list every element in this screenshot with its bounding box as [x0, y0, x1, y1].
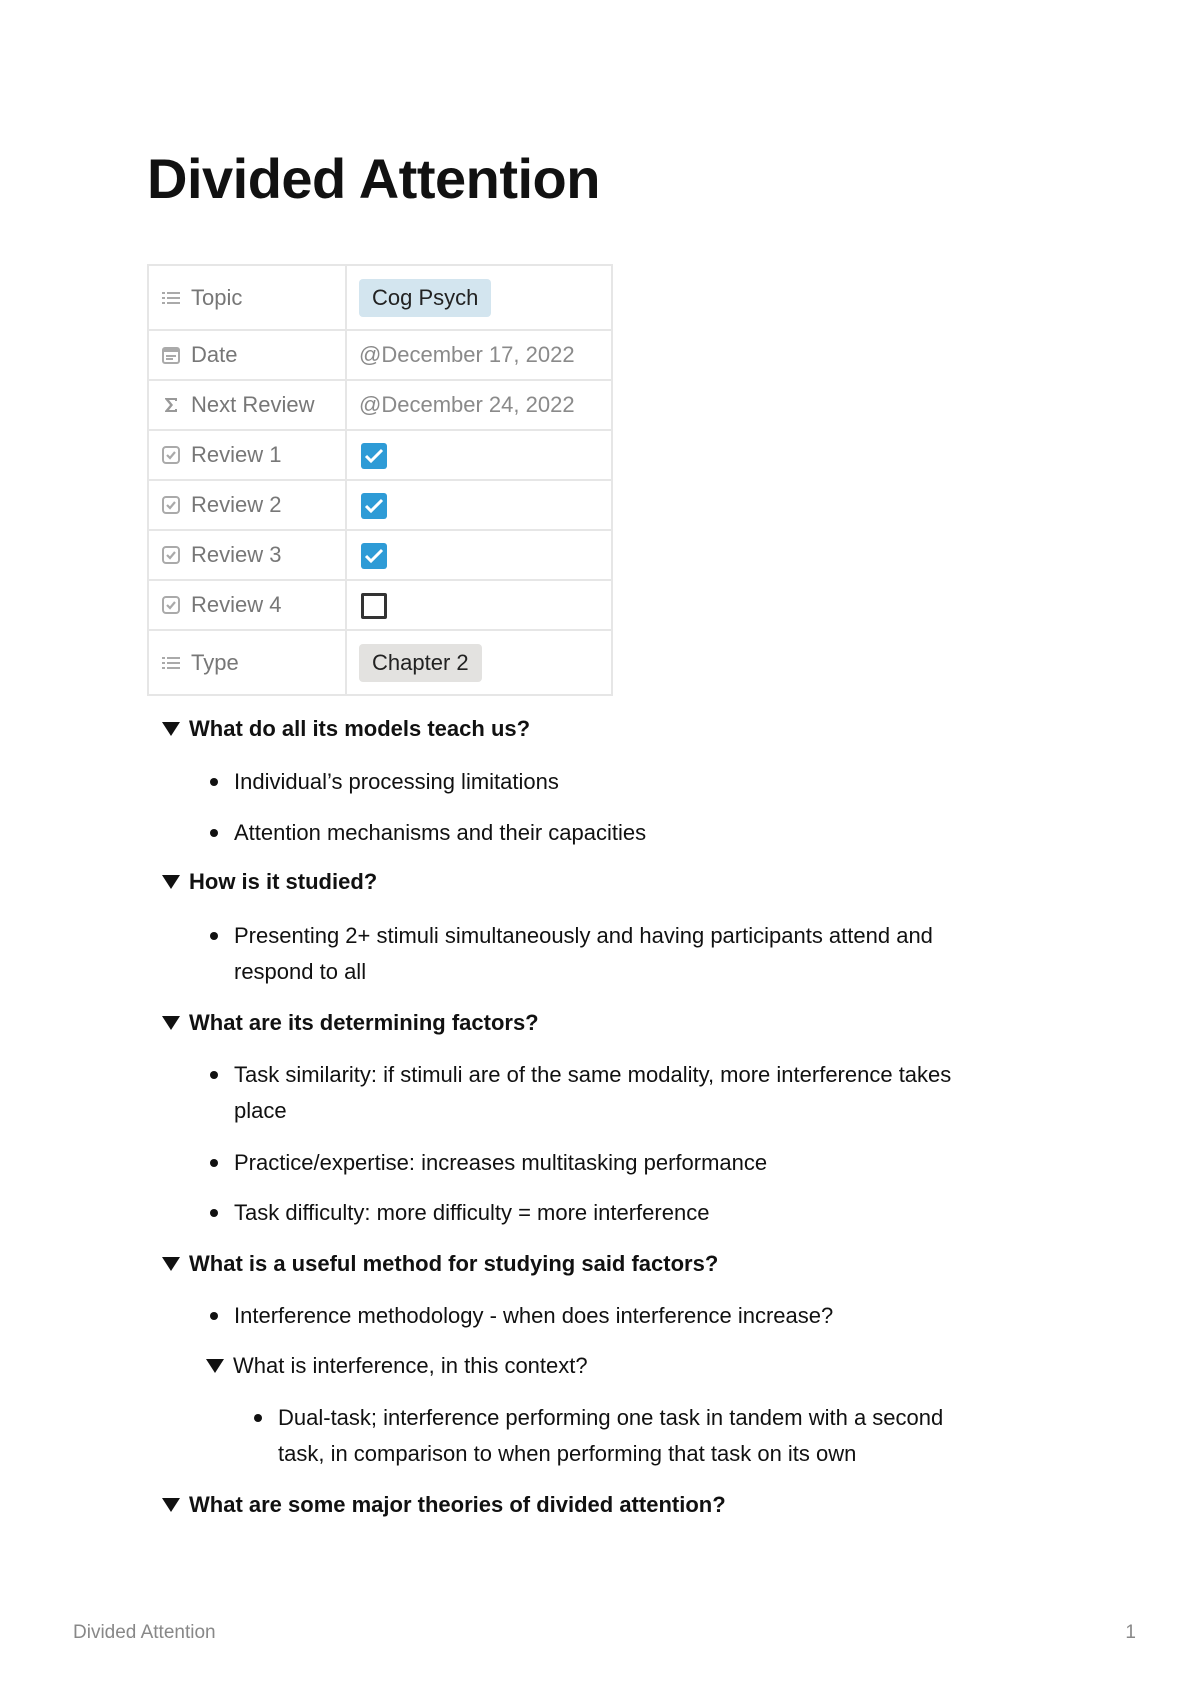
property-key-review-4 — [148, 580, 346, 630]
list-item-text: Attention mechanisms and their capacities — [234, 820, 647, 845]
bullet-dot-icon — [210, 1159, 218, 1167]
bullet-dot-icon — [210, 829, 218, 837]
checkbox-icon — [161, 445, 181, 465]
list-item-text-line: Presenting 2+ stimuli simultaneously and having participants attend and — [234, 923, 933, 948]
toggle-heading-text: What are some major theories of divided attention? — [189, 1492, 726, 1517]
property-key-date — [148, 330, 346, 380]
property-value-review-1[interactable] — [346, 430, 612, 480]
review-3-checkbox[interactable] — [361, 543, 387, 569]
review-2-checkbox[interactable] — [361, 493, 387, 519]
list-icon — [161, 288, 181, 308]
property-row-review-3 — [148, 530, 612, 580]
list-item-text-line: task, in comparison to when performing that task on its own — [278, 1441, 857, 1466]
property-row-type — [148, 630, 612, 695]
toggle-heading-text: What is a useful method for studying said factors? — [189, 1251, 719, 1276]
property-key-review-1 — [148, 430, 346, 480]
property-label: Review 1 — [191, 442, 282, 467]
calendar-icon — [161, 345, 181, 365]
list-item — [234, 815, 646, 851]
bullet-dot-icon — [210, 1312, 218, 1320]
review-1-checkbox[interactable] — [361, 443, 387, 469]
list-item — [234, 918, 933, 990]
list-item-text-line: Task similarity: if stimuli are of the same modality, more interference takes — [234, 1062, 952, 1087]
bullet-dot-icon — [210, 1209, 218, 1217]
toggle-triangle-icon[interactable] — [162, 1498, 180, 1512]
toggle-heading-text: How is it studied? — [189, 869, 378, 894]
sigma-icon — [161, 395, 181, 415]
list-item-text: Interference methodology - when does interference increase? — [234, 1303, 834, 1328]
toggle-heading-models[interactable] — [162, 716, 530, 742]
property-value-review-3[interactable] — [346, 530, 612, 580]
property-value-date[interactable]: @December 17, 2022 — [346, 330, 612, 380]
property-key-topic — [148, 265, 346, 330]
property-label: Date — [191, 342, 238, 367]
property-label: Review 3 — [191, 542, 282, 567]
property-value-review-4[interactable] — [346, 580, 612, 630]
page-title: Divided Attention — [147, 147, 600, 210]
property-label: Review 2 — [191, 492, 282, 517]
footer-page-number: 1 — [1125, 1622, 1136, 1643]
toggle-triangle-icon[interactable] — [162, 1257, 180, 1271]
toggle-triangle-icon[interactable] — [162, 1016, 180, 1030]
property-key-review-3 — [148, 530, 346, 580]
bullet-dot-icon — [254, 1414, 262, 1422]
toggle-heading-text: What are its determining factors? — [189, 1010, 539, 1035]
property-row-date — [148, 330, 612, 380]
property-label: Review 4 — [191, 592, 282, 617]
list-item — [234, 1195, 709, 1231]
checkbox-icon — [161, 595, 181, 615]
list-item — [278, 1400, 943, 1472]
bullet-dot-icon — [210, 778, 218, 786]
toggle-heading-theories[interactable] — [162, 1492, 726, 1518]
property-row-next-review — [148, 380, 612, 430]
property-value-topic[interactable] — [346, 265, 612, 330]
list-item-text: Task difficulty: more difficulty = more interference — [234, 1200, 710, 1225]
review-4-checkbox[interactable] — [361, 593, 387, 619]
list-item-text-line: respond to all — [234, 959, 367, 984]
checkbox-icon — [161, 545, 181, 565]
property-value-review-2[interactable] — [346, 480, 612, 530]
property-label: Next Review — [191, 392, 315, 417]
property-value-type[interactable] — [346, 630, 612, 695]
toggle-triangle-icon[interactable] — [206, 1359, 224, 1373]
property-row-review-1 — [148, 430, 612, 480]
toggle-triangle-icon[interactable] — [162, 875, 180, 889]
property-value-next-review: @December 24, 2022 — [346, 380, 612, 430]
property-row-review-2 — [148, 480, 612, 530]
type-tag[interactable]: Chapter 2 — [359, 644, 482, 682]
toggle-heading-text: What do all its models teach us? — [189, 716, 531, 741]
list-item — [234, 1145, 767, 1181]
list-item-text-line: Dual-task; interference performing one task in tandem with a second — [278, 1405, 944, 1430]
property-label: Topic — [191, 284, 243, 310]
list-item-text: Practice/expertise: increases multitasking performance — [234, 1150, 768, 1175]
properties-table — [147, 264, 613, 696]
checkbox-icon — [161, 495, 181, 515]
toggle-triangle-icon[interactable] — [162, 722, 180, 736]
property-key-type — [148, 630, 346, 695]
toggle-heading-factors[interactable] — [162, 1010, 539, 1036]
toggle-heading-studied[interactable] — [162, 869, 377, 895]
list-icon — [161, 653, 181, 673]
list-item — [234, 1057, 951, 1129]
property-key-next-review — [148, 380, 346, 430]
list-item-text: Individual’s processing limitations — [234, 769, 559, 794]
toggle-heading-method[interactable] — [162, 1251, 718, 1277]
toggle-heading-interference[interactable] — [206, 1353, 588, 1379]
footer-doc-title: Divided Attention — [73, 1622, 216, 1643]
property-key-review-2 — [148, 480, 346, 530]
property-row-topic — [148, 265, 612, 330]
bullet-dot-icon — [210, 932, 218, 940]
bullet-dot-icon — [210, 1071, 218, 1079]
property-row-review-4 — [148, 580, 612, 630]
list-item — [234, 764, 559, 800]
toggle-heading-text: What is interference, in this context? — [233, 1353, 588, 1378]
list-item-text-line: place — [234, 1098, 287, 1123]
topic-tag[interactable]: Cog Psych — [359, 279, 491, 317]
property-label: Type — [191, 649, 239, 675]
list-item — [234, 1298, 833, 1334]
